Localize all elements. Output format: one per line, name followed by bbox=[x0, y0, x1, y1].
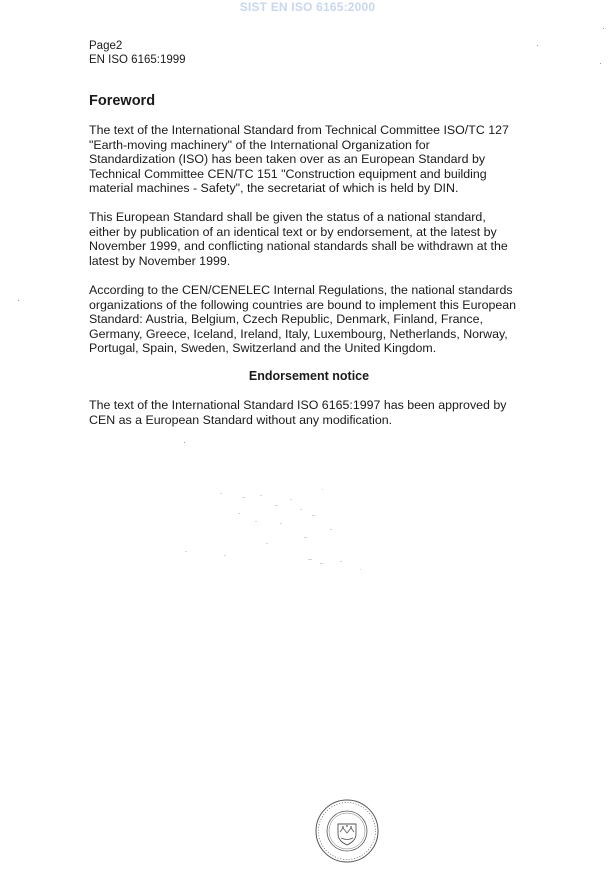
foreword-paragraph-3: According to the CEN/CENELEC Internal Regulations, the national standards organizations of the following countries are bound to implement this European Standard: Austria, Belgium, Czech Republic, Denmark, Finland, France, Germany, Greece, Iceland, Ireland, Italy, Luxembourg, Netherlands, Norway, Portugal, Spain, Sweden, Switzerland and the United Kingdom. bbox=[89, 283, 517, 356]
document-id: EN ISO 6165:1999 bbox=[89, 54, 186, 66]
scan-speck bbox=[184, 442, 185, 443]
institute-seal-stamp bbox=[314, 798, 380, 864]
page-number: Page2 bbox=[89, 40, 123, 52]
endorsement-heading: Endorsement notice bbox=[248, 369, 370, 383]
foreword-paragraph-2: This European Standard shall be given the status of a national standard, either by publication of an identical text or by endorsement, at the latest by November 1999, and conflicting national standards shall be withdrawn at the latest by November 1999. bbox=[89, 210, 508, 268]
page-header bbox=[89, 39, 186, 67]
scan-speck bbox=[603, 28, 604, 29]
scan-speck bbox=[18, 300, 19, 301]
scan-speck bbox=[537, 45, 538, 46]
faint-scan-marks bbox=[180, 485, 390, 575]
foreword-heading: Foreword bbox=[89, 93, 156, 109]
scan-speck bbox=[600, 63, 601, 64]
foreword-paragraph-1: The text of the International Standard from Technical Committee ISO/TC 127 "Earth-moving machinery" of the International Organization for Standardization (ISO) has been taken over as an European Standard by Technical Committee CEN/TC 151 "Construction equipment and building material machines - Safety", the secretariat of which is held by DIN. bbox=[89, 123, 509, 196]
watermark-text: SIST EN ISO 6165:2000 bbox=[239, 0, 376, 14]
endorsement-text: The text of the International Standard ISO 6165:1997 has been approved by CEN as a European Standard without any modification. bbox=[89, 398, 507, 427]
